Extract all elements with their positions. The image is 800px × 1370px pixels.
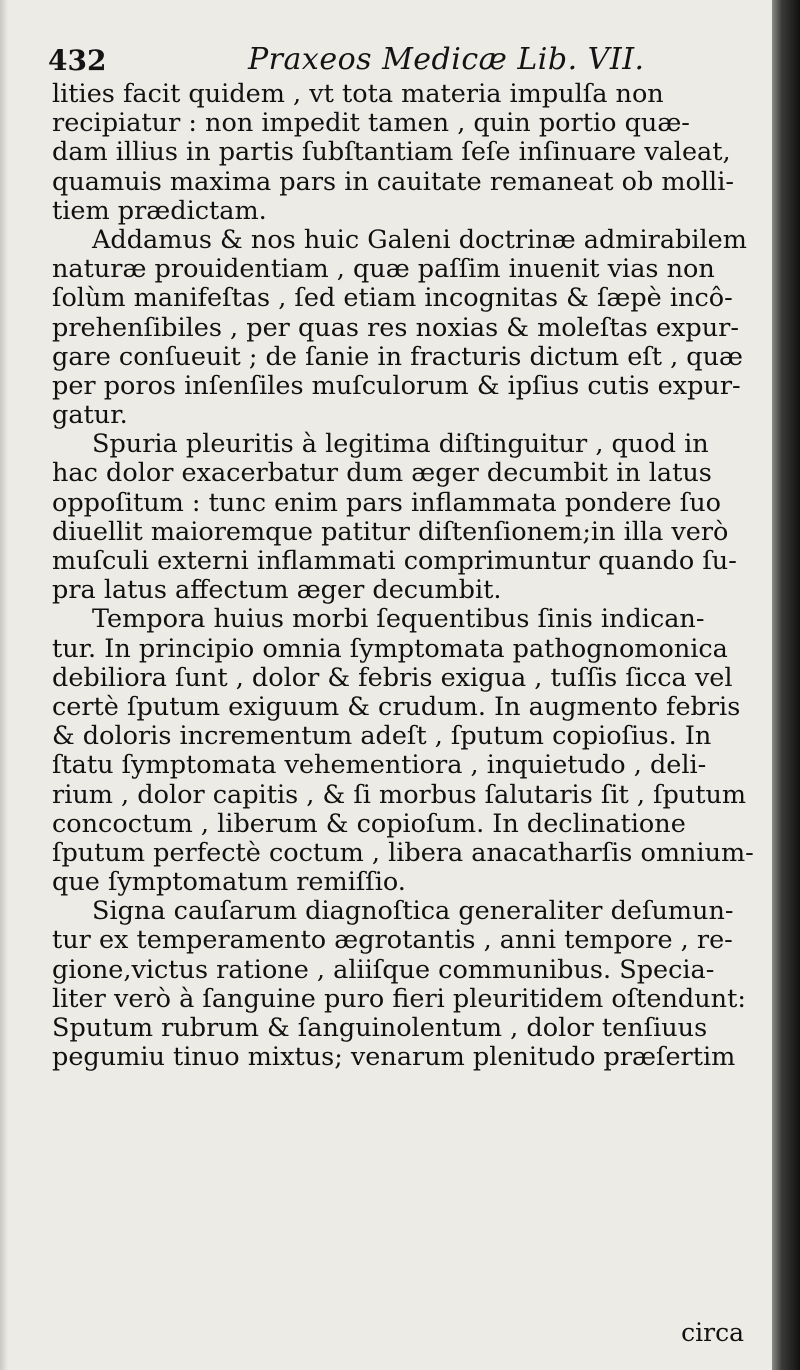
catchword: circa <box>681 1318 744 1347</box>
text-line: muſculi externi inflammati comprimuntur quando ſu- <box>52 546 737 576</box>
text-line: ſtatu ſymptomata vehementiora , inquietudo , deli- <box>52 750 707 781</box>
text-line: debiliora ſunt , dolor & febris exigua , tuſſis ſicca vel <box>52 662 733 693</box>
text-line: tur ex temperamento ægrotantis , anni tempore , re- <box>52 925 733 956</box>
text-line: Sputum rubrum & ſanguinolentum , dolor tenſiuus <box>52 1013 708 1043</box>
paragraph <box>52 226 764 430</box>
text-line: pra latus affectum æger decumbit. <box>52 575 502 606</box>
text-line: Addamus & nos huic Galeni doctrinæ admirabilem <box>92 224 747 255</box>
text-line: certè ſputum exiguum & crudum. In augmento febris <box>52 691 741 722</box>
text-line: gione,victus ratione , aliiſque communibus. Specia- <box>52 954 715 985</box>
running-title: Praxeos Medicæ Lib. VII. <box>248 42 645 77</box>
paragraph <box>52 430 764 605</box>
text-line: tur. In principio omnia ſymptomata pathognomonica <box>52 633 728 664</box>
paragraph <box>52 605 764 897</box>
text-line: Spuria pleuritis à legitima diſtinguitur , quod in <box>92 429 709 460</box>
text-line: gare conſueuit ; de ſanie in fracturis dictum eſt , quæ <box>52 341 744 372</box>
text-line: rium , dolor capitis , & ſi morbus ſalutaris ſit , ſputum <box>52 779 747 810</box>
text-line: hac dolor exacerbatur dum æger decumbit in latus <box>52 458 712 489</box>
text-line: naturæ prouidentiam , quæ paſſim inuenit vias non <box>52 254 715 285</box>
text-line: concoctum , liberum & copioſum. In declinatione <box>52 808 686 839</box>
page-header <box>48 40 748 84</box>
text-line: oppoſitum : tunc enim pars inflammata pondere ſuo <box>52 487 721 518</box>
text-line: pegumiu tinuo mixtus; venarum plenitudo præſertim <box>52 1042 736 1073</box>
text-line: per poros inſenſiles muſculorum & ipſius cutis expur- <box>52 370 741 401</box>
text-line: tiem prædictam. <box>52 195 267 226</box>
text-line: ſolùm manifeſtas , ſed etiam incognitas & ſæpè incô- <box>52 283 733 314</box>
book-gutter-shadow <box>772 0 800 1370</box>
text-line: & doloris incrementum adeſt , ſputum copioſius. In <box>52 721 712 752</box>
text-line: gatur. <box>52 400 128 431</box>
text-line: dam illius in partis ſubſtantiam ſeſe inſinuare valeat, <box>52 137 731 168</box>
page-edge-shadow <box>0 0 8 1370</box>
page-number: 432 <box>48 44 107 77</box>
text-line: liter verò à ſanguine puro fieri pleuritidem oſtendunt: <box>52 983 746 1014</box>
paragraph <box>52 80 764 226</box>
text-line: diuellit maioremque patitur diſtenſionem;in illa verò <box>52 516 729 547</box>
text-line: que ſymptomatum remiſſio. <box>52 867 406 898</box>
text-line: lities facit quidem , vt tota materia impulſa non <box>52 79 664 109</box>
text-line: Tempora huius morbi ſequentibus ſinis indican- <box>92 604 705 635</box>
text-line: prehenſibiles , per quas res noxias & moleſtas expur- <box>52 312 739 343</box>
text-line: ſputum perfectè coctum , libera anacatharſis omnium- <box>52 837 754 868</box>
text-line: Signa cauſarum diagnoſtica generaliter deſumun- <box>92 896 734 927</box>
text-line: recipiatur : non impedit tamen , quin portio quæ- <box>52 108 690 139</box>
text-line: quamuis maxima pars in cauitate remaneat ob molli- <box>52 166 734 197</box>
paragraph <box>52 897 764 1072</box>
body-text <box>52 80 764 1072</box>
